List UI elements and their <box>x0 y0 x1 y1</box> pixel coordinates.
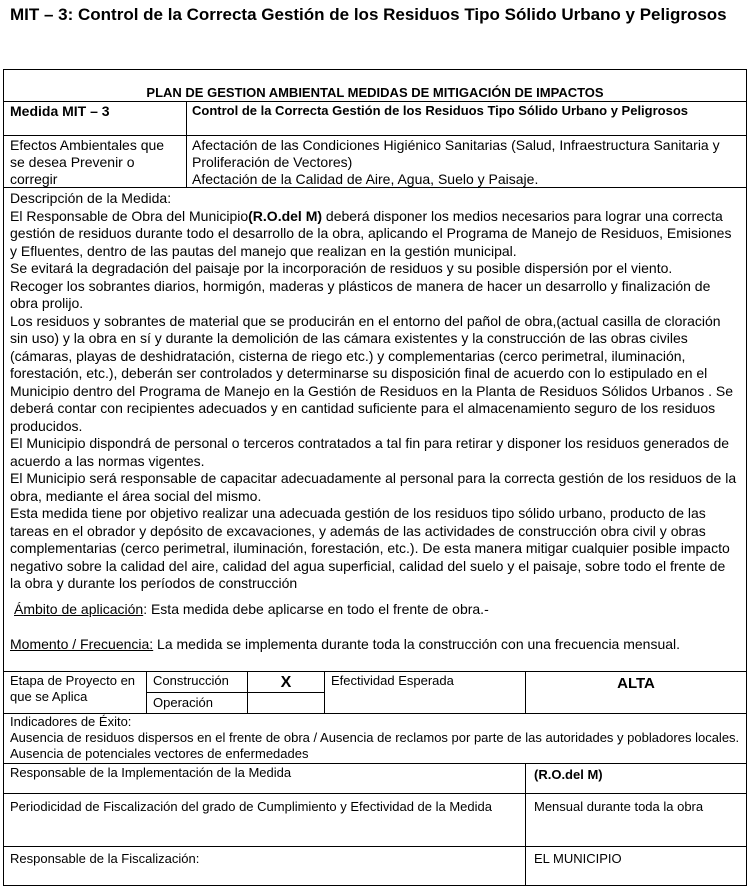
table-header: PLAN DE GESTION AMBIENTAL MEDIDAS DE MITIGACIÓN DE IMPACTOS <box>4 70 746 102</box>
indicadores-label: Indicadores de Éxito: <box>10 714 132 729</box>
efectividad-value: ALTA <box>526 672 746 714</box>
descripcion-section <box>4 188 746 672</box>
descripcion-intro: El Responsable de Obra del Municipio(R.O.del M) deberá disponer los medios necesarios para lograr una correcta gestión de residuos durante todo el desarrollo de la obra, aplicando el Programa de Manejo de Residuos, Emisiones y Efluentes, dentro de las pautas del manejo que realizan en la gestión municipal. <box>10 207 732 259</box>
resp-impl-value: (R.O.del M) <box>526 764 746 794</box>
construccion-mark: X <box>248 672 325 693</box>
resp-impl-label: Responsable de la Implementación de la Medida <box>4 764 526 794</box>
efectos-line: Afectación de la Calidad de Aire, Agua, Suelo y Paisaje. <box>192 171 539 187</box>
periodicidad-value: Mensual durante toda la obra <box>526 794 746 847</box>
indicadores-section <box>4 714 746 764</box>
medida-label: Medida MIT – 3 <box>4 102 187 136</box>
resp-fisc-value: EL MUNICIPIO <box>534 851 622 866</box>
mitigation-measure-table <box>3 69 747 886</box>
descripcion-paragraph: Se evitará la degradación del paisaje por la incorporación de residuos y su posible dispersión por el viento. <box>10 260 673 276</box>
descripcion-paragraph: Recoger los sobrantes diarios, hormigón, maderas y plásticos de manera de hacer un desarrollo y finalización de obra prolijo. <box>10 277 711 311</box>
construccion-label: Construcción <box>147 672 248 693</box>
operacion-label: Operación <box>147 693 248 714</box>
efectividad-label: Efectividad Esperada <box>325 672 526 714</box>
operacion-mark <box>248 693 325 714</box>
etapa-label: Etapa de Proyecto en que se Aplica <box>4 672 147 714</box>
descripcion-paragraph: Esta medida tiene por objetivo realizar una adecuada gestión de los residuos tipo sólido urbano, producto de las tareas en el obrador y depósito de excavaciones, y además de las actividades de construcción obra civil y obras complementarias (cerco perimetral, iluminación, forestación, etc.). De esta manera mitigar cualquier posible impacto negativo sobre la calidad del aire, calidad del agua superficial, calidad del suelo y el paisaje, sobre todo el frente de la obra y durante los períodos de construcción <box>10 505 730 591</box>
descripcion-paragraph: Los residuos y sobrantes de material que se producirán en el entorno del pañol de obra,(actual casilla de cloración sin uso) y la obra en sí y durante la demolición de las cámara existentes y la construcción de las obras civiles (cámaras, playas de deshidratación, cisterna de riego etc.) y complementarias (cerco perimetral, iluminación, forestación, etc.), deberán ser controlados y determinarse su disposición final de acuerdo con lo estipulado en el Municipio dentro del Programa de Manejo en la Gestión de Residuos en la Planta de Residuos Sólidos Urbanos . Se deberá contar con recipientes adecuados y en cantidad suficiente para el almacenamiento seguro de los residuos producidos. <box>10 312 733 434</box>
efectos-line: Afectación de las Condiciones Higiénico Sanitarias (Salud, Infraestructura Sanitaria y Proliferación de Vectores) <box>192 137 720 170</box>
indicadores-text: Ausencia de residuos dispersos en el frente de obra / Ausencia de reclamos por parte de las autoridades y pobladores locales. Ausencia de potenciales vectores de enfermedades <box>10 730 740 761</box>
efectos-value <box>187 136 746 188</box>
efectos-label: Efectos Ambientales que se desea Prevenir o corregir <box>4 136 187 188</box>
medida-value: Control de la Correcta Gestión de los Residuos Tipo Sólido Urbano y Peligrosos <box>187 102 746 136</box>
descripcion-paragraph: El Municipio será responsable de capacitar adecuadamente al personal para la correcta gestión de los residuos de la obra, mediante el área social del mismo. <box>10 470 737 504</box>
descripcion-paragraph: El Municipio dispondrá de personal o terceros contratados a tal fin para retirar y disponer los residuos generados de acuerdo a las normas vigentes. <box>10 435 730 469</box>
document-title: MIT – 3: Control de la Correcta Gestión de los Residuos Tipo Sólido Urbano y Peligrosos <box>10 5 727 24</box>
descripcion-label: Descripción de la Medida: <box>10 190 172 206</box>
resp-fisc-label: Responsable de la Fiscalización: <box>4 847 526 885</box>
ambito: Ámbito de aplicación: Esta medida debe aplicarse en todo el frente de obra.- <box>14 600 489 617</box>
momento: Momento / Frecuencia: La medida se implementa durante toda la construcción con una frecuencia mensual. <box>10 636 681 652</box>
periodicidad-label: Periodicidad de Fiscalización del grado de Cumplimiento y Efectividad de la Medida <box>4 794 526 847</box>
